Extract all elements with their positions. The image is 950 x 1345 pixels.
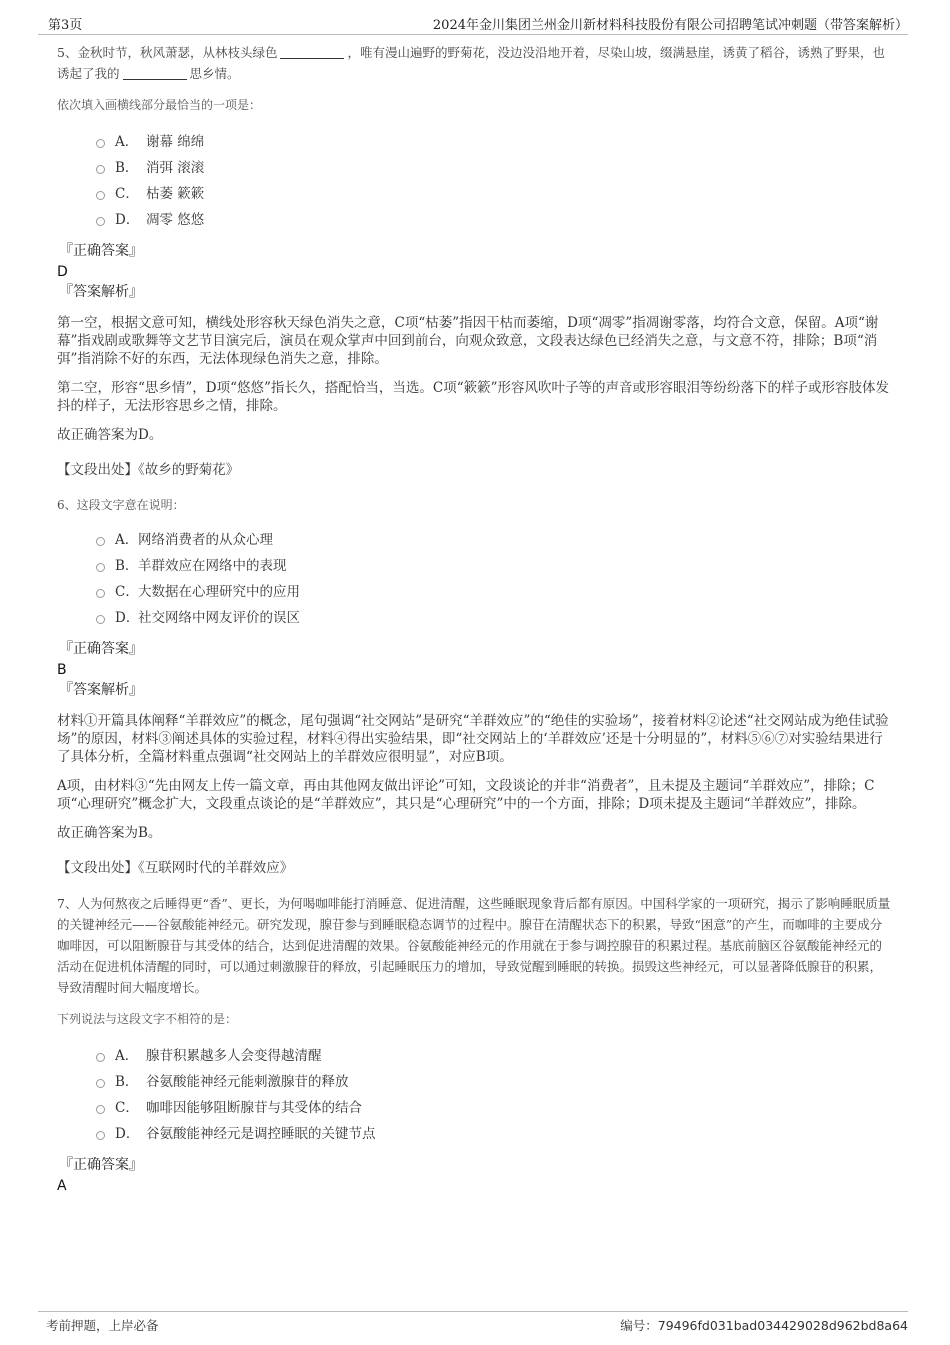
- blank-2: [123, 79, 187, 80]
- q7-option-a[interactable]: A． 腺苷积累越多人会变得越清醒: [96, 1043, 893, 1069]
- q5-option-b[interactable]: B． 消弭 滚滚: [96, 155, 893, 181]
- question-7-text: 7、人为何熬夜之后睡得更“香”、更长，为何喝咖啡能打消睡意、促进清醒，这些睡眠现象背后都有原因。中国科学家的一项研究，揭示了影响睡眠质量的关键神经元——谷氨酸能神经元。研究发现，腺苷参与到睡眠稳态调节的过程中。腺苷在清醒状态下的积累，导致“困意”的产生，而咖啡的主要成分咖啡因，可以阻断腺苷与其受体的结合，达到促进清醒的效果。谷氨酸能神经元的作用就在于参与调控腺苷的积累过程。基底前脑区谷氨酸能神经元的活动在促进机体清醒的同时，可以通过刺激腺苷的释放，引起睡眠压力的增加，导致觉醒到睡眠的转换。损毁这些神经元，可以显著降低腺苷的积累，导致清醒时间大幅度增长。: [57, 896, 891, 995]
- q6-answer-heading: 『正确答案』: [59, 641, 143, 657]
- q6-analysis-paragraph: 材料①开篇具体阐释“羊群效应”的概念，尾句强调“社交网站”是研究“羊群效应”的“绝佳的实验场”，接着材料②论述“社交网站成为绝佳试验场”的原因，材料③阐述具体的实验过程，材料④得出实验结果，即“社交网站上的‘羊群效应’还是十分明显的”，材料⑤⑥⑦对实验结果进行了具体分析，全篇材料重点强调“社交网站上的羊群效应很明显”，对应B项。: [57, 713, 889, 765]
- q5-answer-value: D: [57, 264, 68, 280]
- q6-answer-value: B: [57, 662, 67, 678]
- q5-answer-heading: 『正确答案』: [59, 243, 143, 259]
- question-6-text: 6、这段文字意在说明：: [57, 498, 185, 512]
- radio-icon[interactable]: [96, 537, 105, 546]
- q7-answer-heading: 『正确答案』: [59, 1157, 143, 1173]
- radio-icon[interactable]: [96, 615, 105, 624]
- q5-analysis-paragraph: 第二空，形容“思乡情”，D项“悠悠”指长久，搭配恰当，当选。C项“簌簌”形容风吹叶子等的声音或形容眼泪等纷纷落下的样子或形容肢体发抖的样子，无法形容思乡之情，排除。: [57, 380, 890, 414]
- radio-icon[interactable]: [96, 1053, 105, 1062]
- q6-option-a[interactable]: A． 网络消费者的从众心理: [96, 527, 893, 553]
- radio-icon[interactable]: [96, 1105, 105, 1114]
- question-5-options: [96, 129, 893, 233]
- radio-icon[interactable]: [96, 563, 105, 572]
- page-footer: [38, 1311, 908, 1334]
- question-7-options: [96, 1043, 893, 1147]
- document-body: [57, 42, 893, 1196]
- q5-option-a[interactable]: A． 谢幕 绵绵: [96, 129, 893, 155]
- q5-option-d[interactable]: D． 凋零 悠悠: [96, 207, 893, 233]
- page-number: 第3页: [48, 18, 83, 33]
- page-header: [38, 14, 908, 35]
- q7-option-c[interactable]: C． 咖啡因能够阻断腺苷与其受体的结合: [96, 1095, 893, 1121]
- radio-icon[interactable]: [96, 589, 105, 598]
- q6-analysis-heading: 『答案解析』: [59, 682, 143, 698]
- q7-option-d[interactable]: D． 谷氨酸能神经元是调控睡眠的关键节点: [96, 1121, 893, 1147]
- question-7-prompt: 下列说法与这段文字不相符的是：: [57, 1012, 238, 1026]
- q5-analysis-paragraph: 第一空，根据文意可知，横线处形容秋天绿色消失之意，C项“枯萎”指因干枯而萎缩，D项“凋零”指凋谢零落，均符合文意，保留。A项“谢幕”指戏剧或歌舞等文艺节目演完后，演员在观众掌声中回到前台，向观众致意，文段表达绿色已经消失之意，与文意不符，排除；B项“消弭”指消除不好的东西，无法体现绿色消失之意，排除。: [57, 315, 879, 367]
- footer-slogan: 考前押题，上岸必备: [46, 1318, 159, 1333]
- radio-icon[interactable]: [96, 165, 105, 174]
- q5-analysis-heading: 『答案解析』: [59, 284, 143, 300]
- radio-icon[interactable]: [96, 191, 105, 200]
- radio-icon[interactable]: [96, 1131, 105, 1140]
- question-5-text: 5、金秋时节，秋风萧瑟，从林枝头绿色 ，唯有漫山遍野的野菊花，没边没沿地开着，尽染山坡，缀满悬崖，诱黄了稻谷，诱熟了野果，也诱起了我的 思乡情。: [57, 45, 885, 81]
- question-6-options: [96, 527, 893, 631]
- q6-option-c[interactable]: C． 大数据在心理研究中的应用: [96, 579, 893, 605]
- q6-option-d[interactable]: D． 社交网络中网友评价的误区: [96, 605, 893, 631]
- question-5-prompt: 依次填入画横线部分最恰当的一项是：: [57, 98, 262, 112]
- document-title: 2024年金川集团兰州金川新材料科技股份有限公司招聘笔试冲刺题（带答案解析）: [432, 18, 908, 33]
- q6-analysis-paragraph: A项，由材料③“先由网友上传一篇文章，再由其他网友做出评论”可知，文段谈论的并非“消费者”，且未提及主题词“羊群效应”，排除；C项“心理研究”概念扩大，文段重点谈论的是“羊群效应”，其只是“心理研究”中的一个方面，排除；D项未提及主题词“羊群效应”，排除。: [57, 778, 875, 812]
- q5-conclusion: 故正确答案为D。: [57, 427, 163, 443]
- q5-option-c[interactable]: C． 枯萎 簌簌: [96, 181, 893, 207]
- q6-option-b[interactable]: B． 羊群效应在网络中的表现: [96, 553, 893, 579]
- q6-conclusion: 故正确答案为B。: [57, 825, 162, 841]
- q6-source: 【文段出处】《互联网时代的羊群效应》: [57, 860, 294, 876]
- document-id: 编号：79496fd031bad034429028d962bd8a64: [620, 1318, 908, 1333]
- blank-1: [280, 58, 344, 59]
- q5-source: 【文段出处】《故乡的野菊花》: [57, 462, 240, 478]
- radio-icon[interactable]: [96, 1079, 105, 1088]
- radio-icon[interactable]: [96, 139, 105, 148]
- radio-icon[interactable]: [96, 217, 105, 226]
- q7-answer-value: A: [57, 1178, 67, 1194]
- q7-option-b[interactable]: B． 谷氨酸能神经元能刺激腺苷的释放: [96, 1069, 893, 1095]
